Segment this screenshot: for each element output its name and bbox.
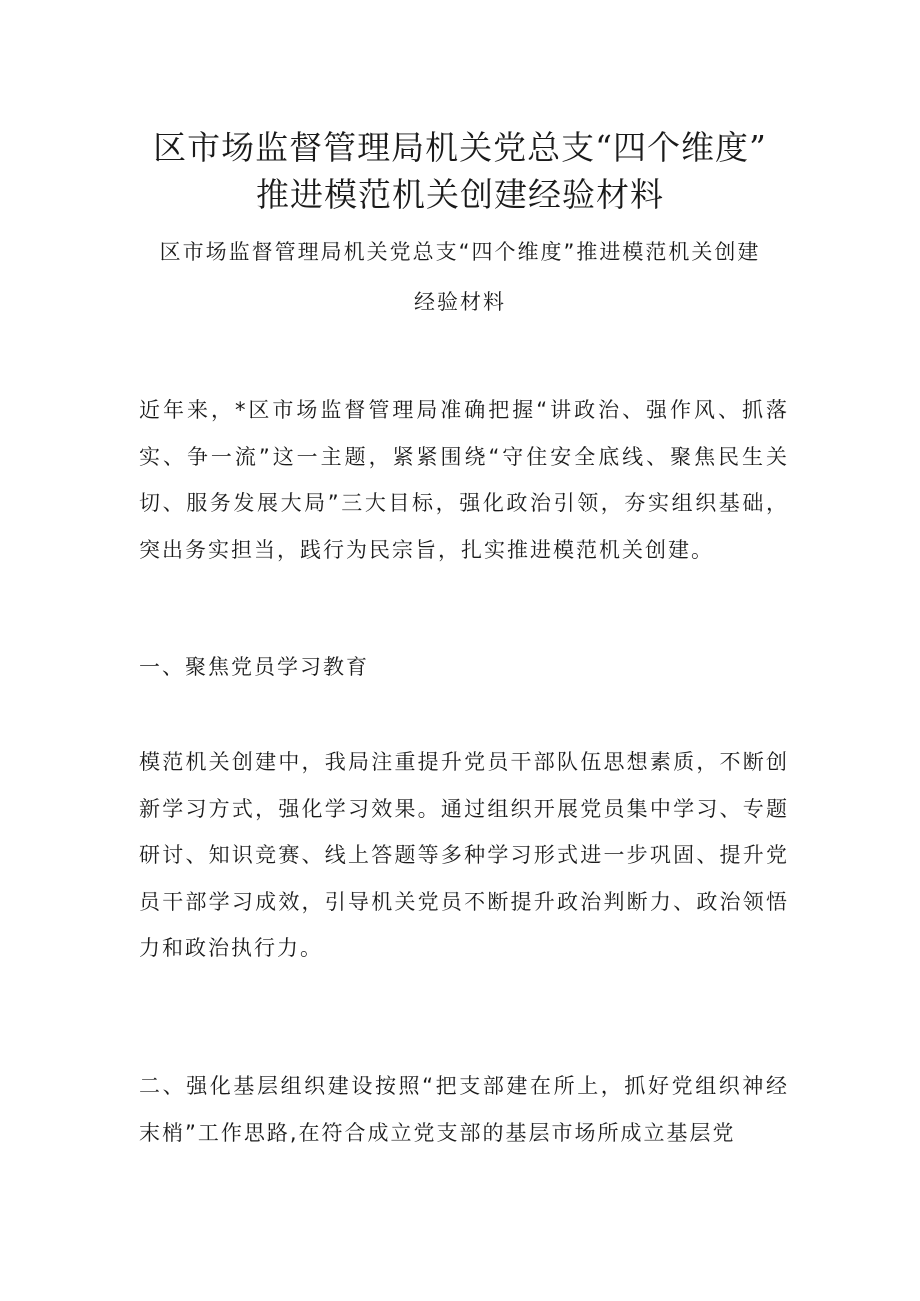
- section-2-paragraph: 二、强化基层组织建设按照“把支部建在所上，抓好党组织神经末梢”工作思路,在符合成立党支部的基层市场所成立基层党: [139, 1074, 789, 1145]
- section-1-paragraph: 模范机关创建中，我局注重提升党员干部队伍思想素质，不断创新学习方式，强化学习效果。通过组织开展党员集中学习、专题研讨、知识竞赛、线上答题等多种学习形式进一步巩固、提升党员干部学习成效，引导机关党员不断提升政治判断力、政治领悟力和政治执行力。: [139, 750, 789, 960]
- document-title-line-2: 推进模范机关创建经验材料: [256, 175, 664, 214]
- section-1-heading: 一、聚焦党员学习教育: [139, 655, 369, 679]
- document-subtitle-line-2: 经验材料: [414, 290, 506, 314]
- document-subtitle-line-1: 区市场监督管理局机关党总支“四个维度”推进模范机关创建: [159, 240, 761, 264]
- document-title-line-1: 区市场监督管理局机关党总支“四个维度”: [153, 128, 767, 167]
- intro-paragraph: 近年来，*区市场监督管理局准确把握“讲政治、强作风、抓落实、争一流”这一主题，紧紧围绕“守住安全底线、聚焦民生关切、服务发展大局”三大目标，强化政治引领，夯实组织基础，突出务实担当，践行为民宗旨，扎实推进模范机关创建。: [139, 398, 789, 562]
